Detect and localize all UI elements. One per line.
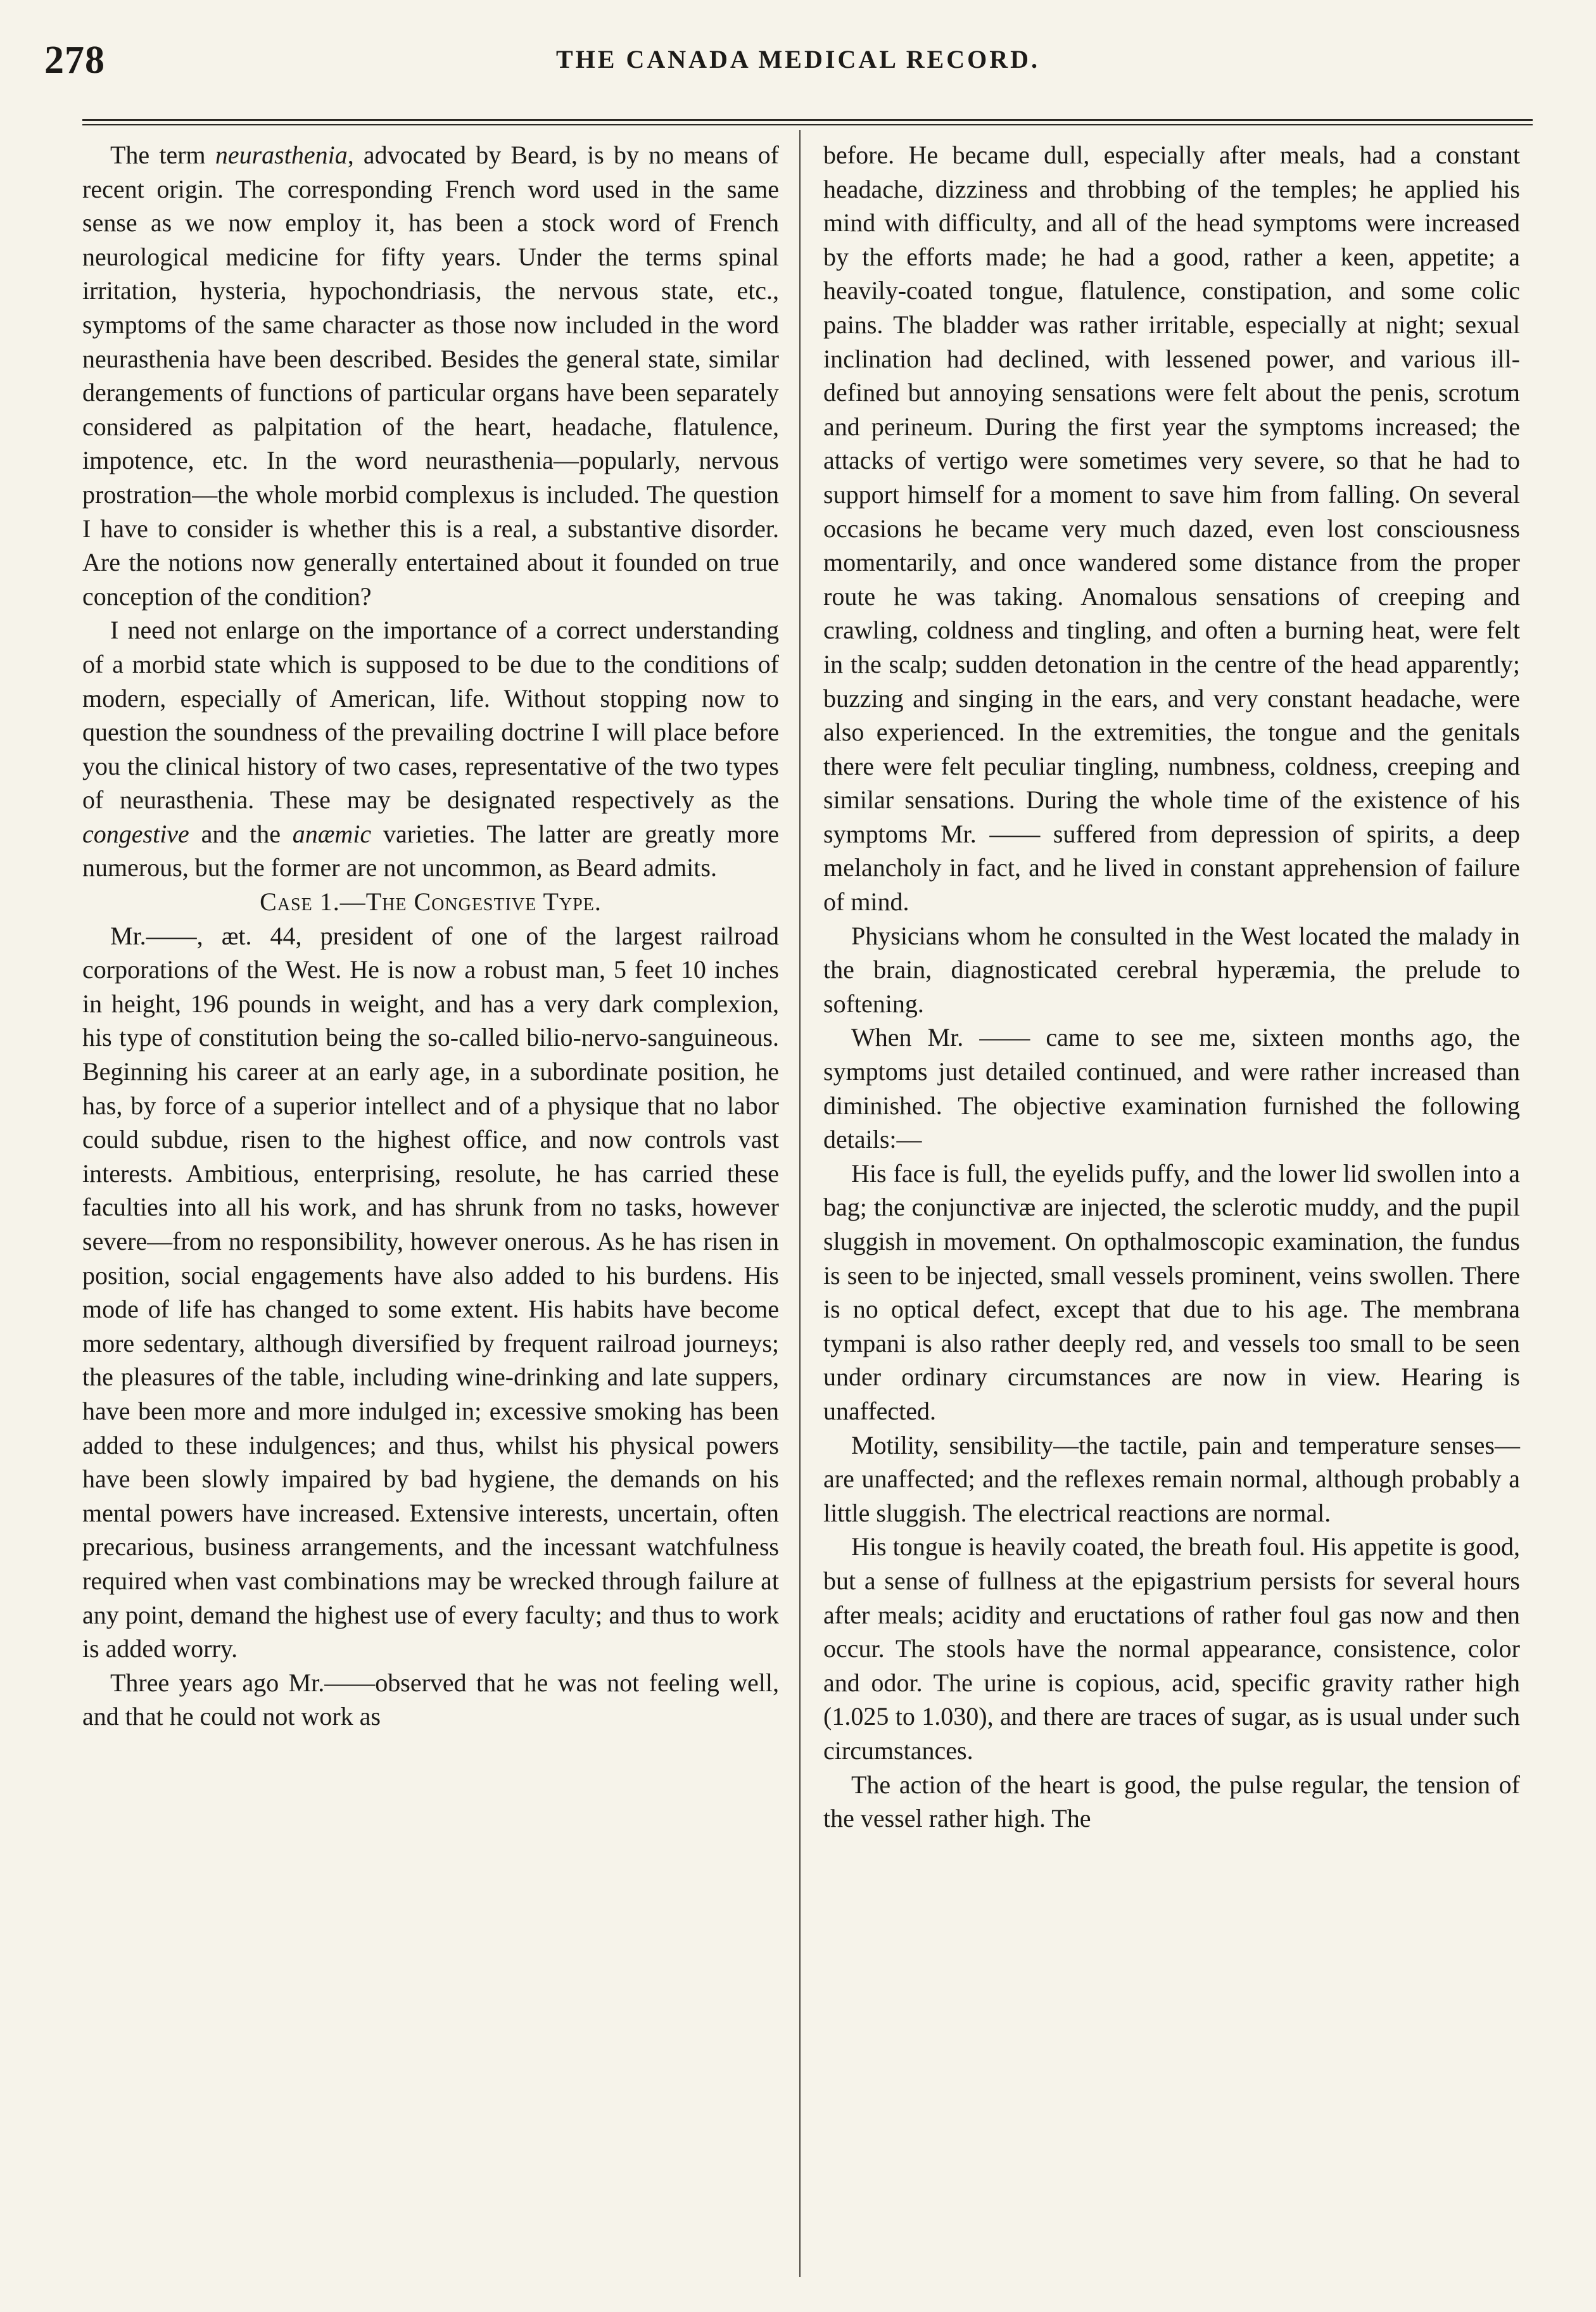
right-column <box>823 138 1520 1836</box>
case-heading: Case 1.—The Congestive Type. <box>260 887 602 917</box>
paragraph: His face is full, the eyelids puffy, and the lower lid swollen into a bag; the conjunctivæ are injected, the sclerotic muddy, and the pupil sluggish in movement. On opthalmoscopic examination, the fundus is seen to be injected, small vessels prominent, veins swollen. There is no optical defect, except that due to his age. The membrana tympani is also rather deeply red, and vessels too small to be seen under ordinary circumstances are now in view. Hearing is unaffected. <box>823 1159 1520 1425</box>
paragraph: His tongue is heavily coated, the breath foul. His appetite is good, but a sense of fullness at the epigastrium persists for several hours after meals; acidity and eructations of rather foul gas now and then occur. The stools have the normal appearance, consistence, color and odor. The urine is copious, acid, specific gravity rather high (1.025 to 1.030), and there are traces of sugar, as is usual under such circumstances. <box>823 1532 1520 1765</box>
column-divider <box>799 130 801 2277</box>
paragraph: When Mr. —— came to see me, sixteen months ago, the symptoms just detailed continued, and were rather increased than diminished. The objective examination furnished the following details:— <box>823 1023 1520 1154</box>
paragraph: I need not enlarge on the importance of a correct understanding of a morbid state which is supposed to be due to the conditions of modern, especially of American, life. Without stopping now to question the soundness of the prevailing doctrine I will place before you the clinical history of two cases, representative of the two types of neurasthenia. These may be designated respectively as the congestive and the anæmic varieties. The latter are greatly more numerous, but the former are not uncommon, as Beard admits. <box>82 616 779 882</box>
paragraph: Three years ago Mr.——observed that he was not feeling well, and that he could not work as <box>82 1668 779 1731</box>
paragraph: Mr.——, æt. 44, president of one of the largest railroad corporations of the West. He is now a robust man, 5 feet 10 inches in height, 196 pounds in weight, and has a very dark complexion, his type of constitution being the so-called bilio-nervo-sanguineous. Beginning his career at an early age, in a subordinate position, he has, by force of a superior intellect and of a physique that no labor could subdue, risen to the highest office, and now controls vast interests. Ambitious, enterprising, resolute, he has carried these faculties into all his work, and has shrunk from no tasks, however severe—from no responsibility, however onerous. As he has risen in position, social engagements have also added to his burdens. His mode of life has changed to some extent. His habits have become more sedentary, although diversified by frequent railroad journeys; the pleasures of the table, including wine-drinking and late suppers, have been more and more indulged in; excessive smoking has been added to these indulgences; and thus, whilst his physical powers have been slowly impaired by bad hygiene, the demands on his mental powers have increased. Extensive interests, uncertain, often precarious, business arrangements, and the incessant watchfulness required when vast combinations may be wrecked through failure at any point, demand the highest use of every faculty; and thus to work is added worry. <box>82 921 779 1663</box>
header-rule <box>82 119 1533 125</box>
paragraph: The action of the heart is good, the pulse regular, the tension of the vessel rather high. The <box>823 1770 1520 1833</box>
running-title: THE CANADA MEDICAL RECORD. <box>555 45 1041 73</box>
paragraph: Physicians whom he consulted in the West located the malady in the brain, diagnosticated cerebral hyperæmia, the prelude to softening. <box>823 921 1520 1018</box>
paragraph: before. He became dull, especially after meals, had a constant headache, dizziness and throbbing of the temples; he applied his mind with difficulty, and all of the head symptoms were increased by the efforts made; he had a good, rather a keen, appetite; a heavily-coated tongue, flatulence, constipation, and some colic pains. The bladder was rather irritable, especially at night; sexual inclination had declined, with lessened power, and various ill-defined but annoying sensations were felt about the penis, scrotum and perineum. During the first year the symptoms increased; the attacks of vertigo were sometimes very severe, so that he had to support himself for a moment to save him from falling. On several occasions he became very much dazed, even lost consciousness momentarily, and once wandered some distance from the proper route he was taking. Anomalous sensations of creeping and crawling, coldness and tingling, and often a burning heat, were felt in the scalp; sudden detonation in the centre of the head apparently; buzzing and singing in the ears, and very constant headache, were also experienced. In the extremities, the tongue and the genitals there were felt peculiar tingling, numbness, coldness, creeping and similar sensations. During the whole time of the existence of his symptoms Mr. —— suffered from depression of spirits, a deep melancholy in fact, and he lived in constant apprehension of failure of mind. <box>823 141 1520 917</box>
page-number: 278 <box>44 39 105 82</box>
paragraph: Motility, sensibility—the tactile, pain and temperature senses—are unaffected; and the reflexes remain normal, although probably a little sluggish. The electrical reactions are normal. <box>823 1430 1520 1527</box>
paragraph: The term neurasthenia, advocated by Beard, is by no means of recent origin. The corresponding French word used in the same sense as we now employ it, has been a stock word of French neurological medicine for fifty years. Under the terms spinal irritation, hysteria, hypochondriasis, the nervous state, etc., symptoms of the same character as those now included in the word neurasthenia have been described. Besides the general state, similar derangements of functions of particular organs have been separately considered as palpitation of the heart, headache, flatulence, impotence, etc. In the word neurasthenia—popularly, nervous prostration—the whole morbid complexus is included. The question I have to consider is whether this is a real, a substantive disorder. Are the notions now generally entertained about it founded on true conception of the condition? <box>82 141 779 611</box>
left-column <box>82 138 779 1734</box>
